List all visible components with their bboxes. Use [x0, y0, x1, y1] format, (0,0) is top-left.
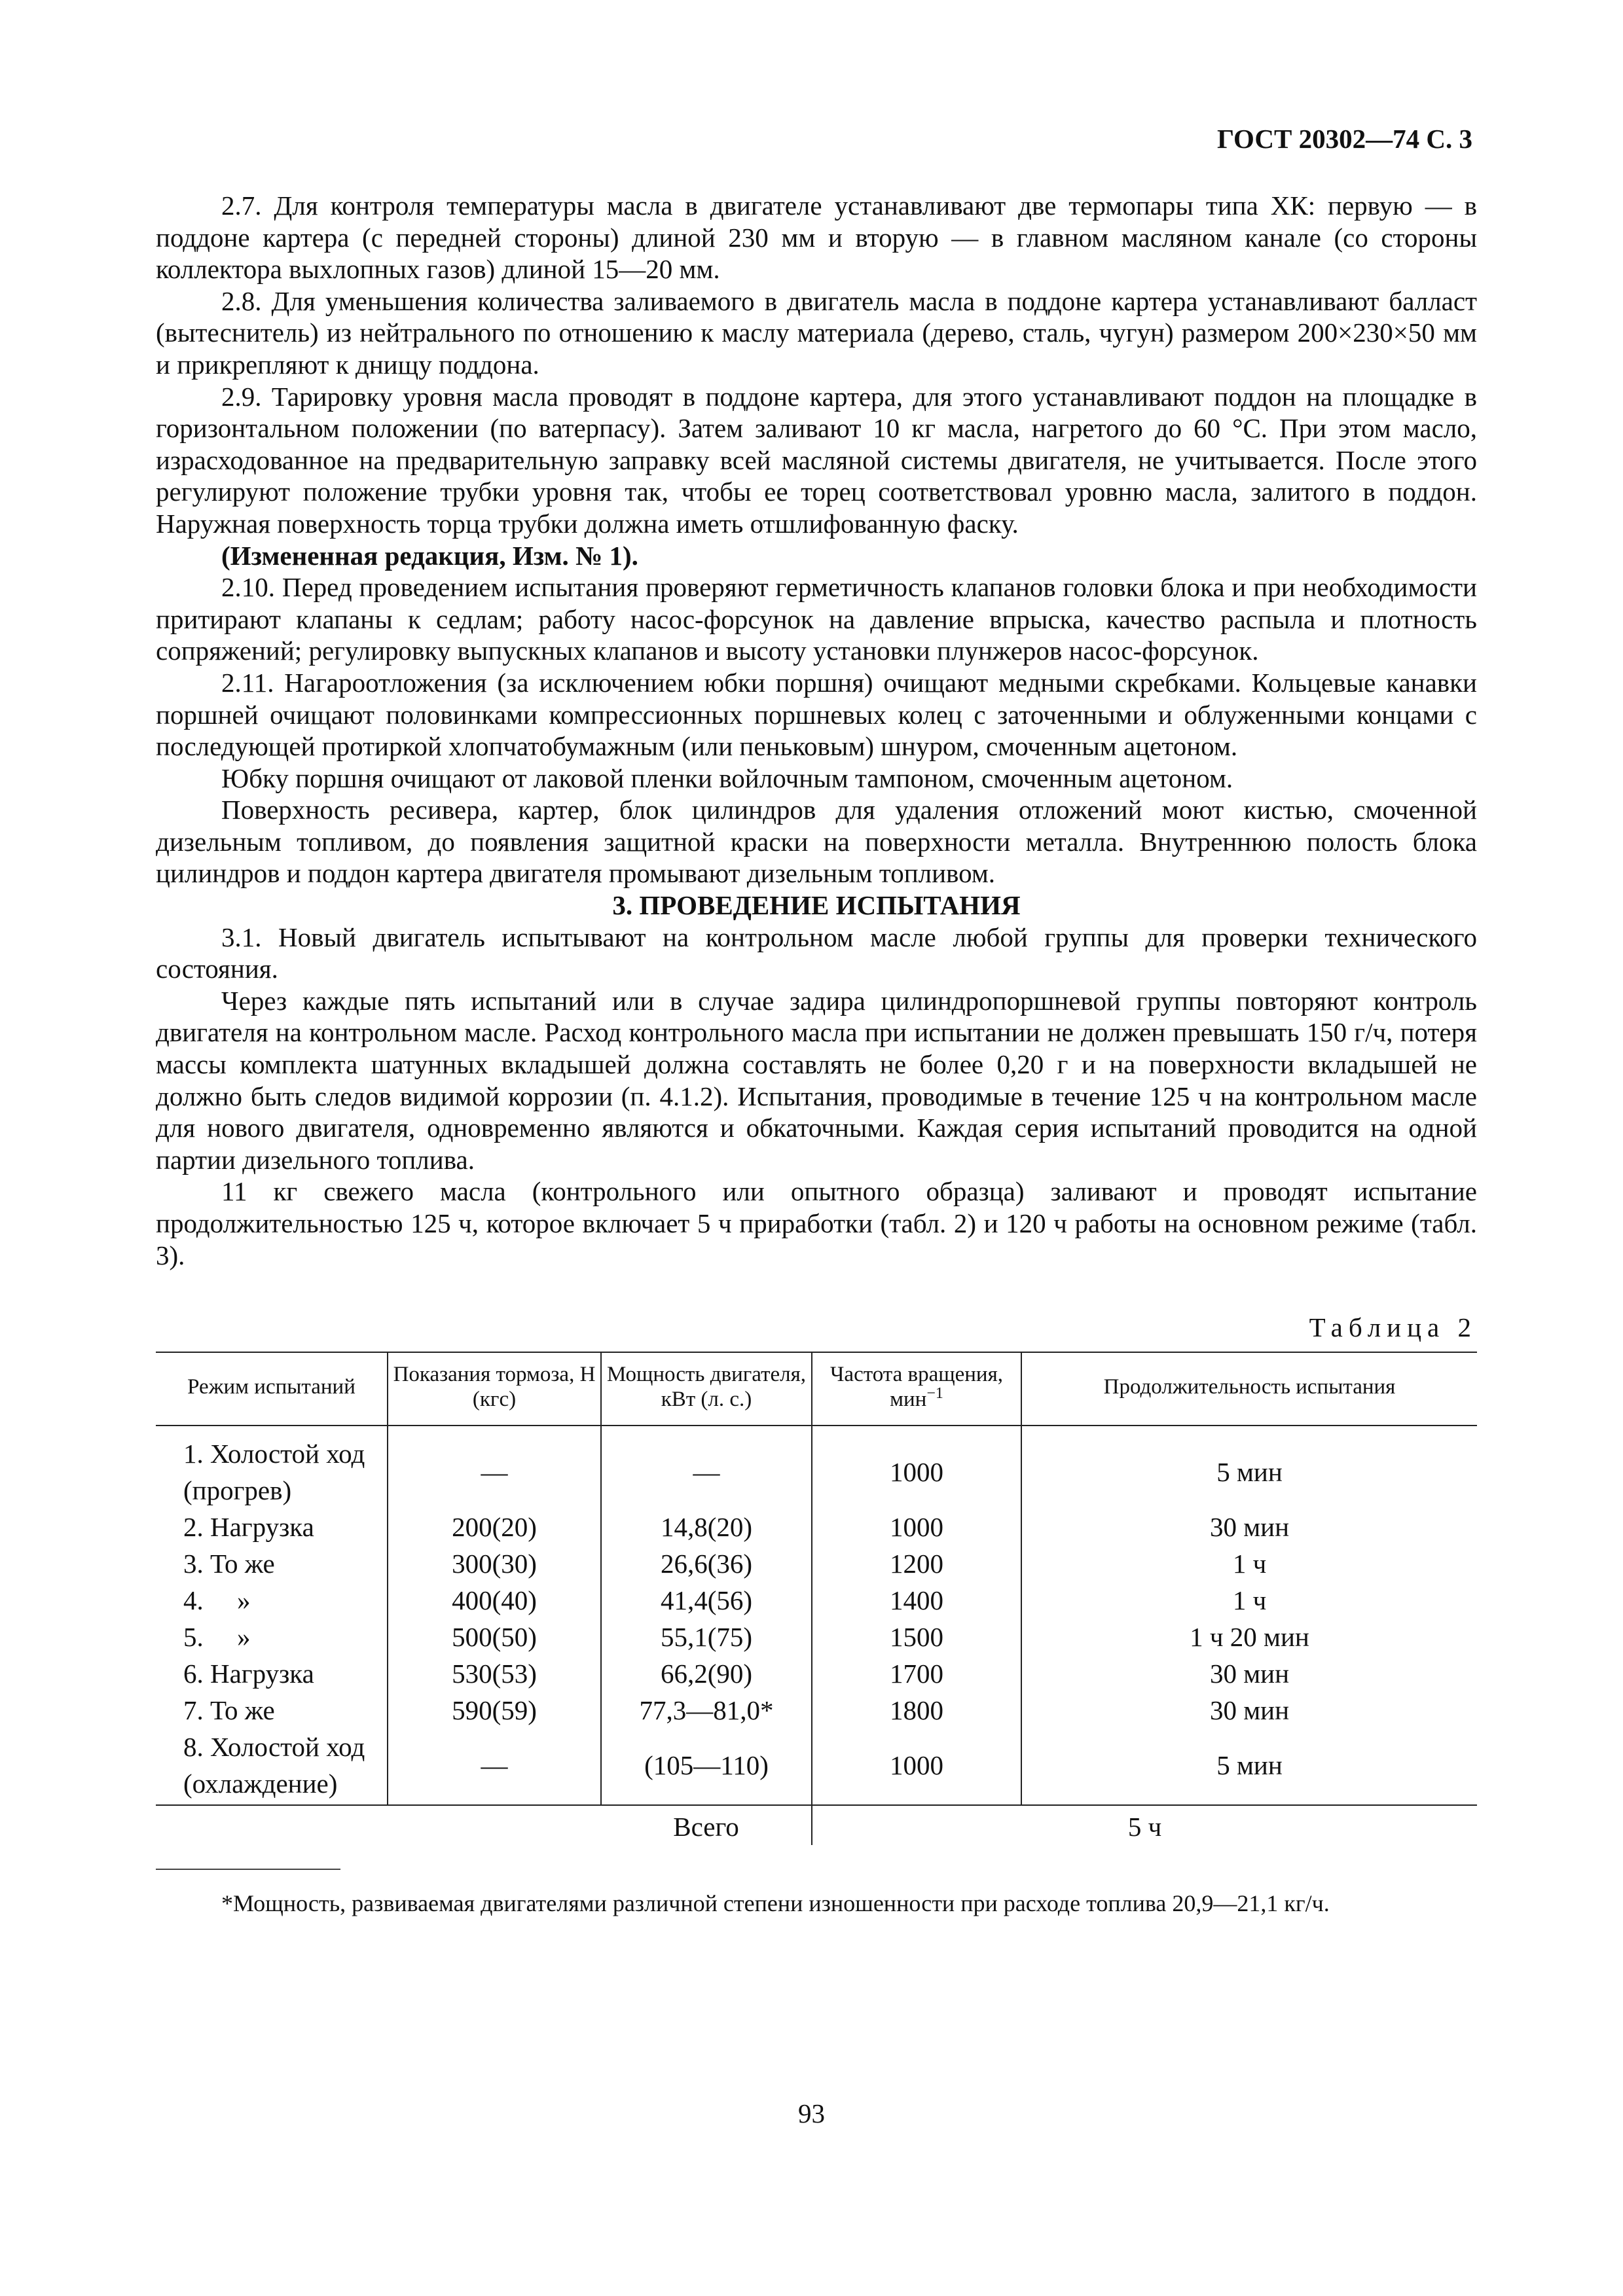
cell-brake: 300(30) — [388, 1545, 601, 1582]
header-duration: Продолжительность испытания — [1021, 1352, 1477, 1426]
paragraph-control-oil: Через каждые пять испытаний или в случае задира цилиндропоршневой группы повторяют контроль двигателя на контрольном масле. Расход контрольного масла при испытании не должен превышать 150 г/ч, потеря массы комплекта шатунных вкладышей должна составлять не более 0,20 г и на поверхности вкладышей не должно быть следов видимой коррозии (п. 4.1.2). Испытания, проводимые в течение 125 ч на контрольном масле для нового двигателя, одновременно являются и обкаточными. Каждая серия испытаний проводится на одной партии дизельного топлива. — [156, 985, 1477, 1175]
cell-duration: 30 мин — [1021, 1655, 1477, 1692]
cell-brake: 500(50) — [388, 1619, 601, 1655]
header-mode: Режим испытаний — [156, 1352, 388, 1426]
cell-power: 26,6(36) — [601, 1545, 812, 1582]
footnote-divider — [156, 1869, 340, 1870]
cell-mode: 5. » — [183, 1621, 251, 1652]
document-body — [156, 190, 1477, 1918]
table-row — [156, 1729, 1477, 1805]
cell-speed: 1400 — [812, 1582, 1021, 1619]
total-value: 5 ч — [812, 1805, 1477, 1845]
table-row — [156, 1619, 1477, 1655]
amendment-note: (Измененная редакция, Изм. № 1). — [221, 540, 638, 571]
cell-duration: 30 мин — [1021, 1509, 1477, 1545]
header-speed — [812, 1352, 1021, 1426]
cell-speed: 1800 — [812, 1692, 1021, 1729]
cell-power: 77,3—81,0* — [601, 1692, 812, 1729]
paragraph-2-8: 2.8. Для уменьшения количества заливаемого в двигатель масла в поддоне картера устанавливают балласт (вытеснитель) из нейтрального по отношению к маслу материала (дерево, сталь, чугун) размером 200×230×50 мм и прикрепляют к днищу поддона. — [156, 285, 1477, 380]
cell-mode: 2. Нагрузка — [183, 1511, 314, 1542]
header-power: Мощность двигателя, кВт (л. с.) — [601, 1352, 812, 1426]
cell-brake: 590(59) — [388, 1692, 601, 1729]
cell-duration: 1 ч — [1021, 1545, 1477, 1582]
paragraph-2-10: 2.10. Перед проведением испытания проверяют герметичность клапанов головки блока и при необходимости притирают клапаны к седлам; работу насос-форсунок на давление впрыска, качество распыла и плотность сопряжений; регулировку выпускных клапанов и высоту установки плунжеров насос-форсунок. — [156, 572, 1477, 666]
cell-speed: 1700 — [812, 1655, 1021, 1692]
cell-power: 55,1(75) — [601, 1619, 812, 1655]
table-row — [156, 1582, 1477, 1619]
cell-brake: 400(40) — [388, 1582, 601, 1619]
header-speed-label: Частота вращения, мин — [830, 1362, 1004, 1411]
total-empty-cell — [156, 1805, 388, 1845]
cell-duration: 1 ч 20 мин — [1021, 1619, 1477, 1655]
footnote: *Мощность, развиваемая двигателями различной степени изношенности при расходе топлива 20,9—21,1 кг/ч. — [221, 1890, 1330, 1916]
cell-mode: 8. Холостой ход (охлаждение) — [156, 1729, 388, 1805]
paragraph-2-9: 2.9. Тарировку уровня масла проводят в поддоне картера, для этого устанавливают поддон на площадке в горизонтальном положении (по ватерпасу). Затем заливают 10 кг масла, нагретого до 60 °С. При этом масло, израсходованное на предварительную заправку всей масляной системы двигателя, не учитывается. После этого регулируют положение трубки уровня так, чтобы ее торец соответствовал уровню масла, залитого в поддон. Наружная поверхность торца трубки должна иметь отшлифованную фаску. — [156, 381, 1477, 539]
header-brake: Показания тормоза, Н (кгс) — [388, 1352, 601, 1426]
table-row — [156, 1426, 1477, 1509]
total-empty-cell — [388, 1805, 601, 1845]
cell-brake: 200(20) — [388, 1509, 601, 1545]
cell-duration: 5 мин — [1021, 1729, 1477, 1805]
paragraph-fresh-oil: 11 кг свежего масла (контрольного или опытного образца) заливают и проводят испытание продолжительностью 125 ч, которое включает 5 ч приработки (табл. 2) и 120 ч работы на основном режиме (табл. 3). — [156, 1176, 1477, 1270]
cell-mode: 4. » — [183, 1585, 251, 1615]
paragraph-3-1: 3.1. Новый двигатель испытывают на контрольном масле любой группы для проверки технического состояния. — [156, 922, 1477, 984]
header-speed-exponent: −1 — [926, 1384, 943, 1402]
paragraph-2-11: 2.11. Нагароотложения (за исключением юбки поршня) очищают медными скребками. Кольцевые канавки поршней очищают половинками компрессионных поршневых колец с заточенными и облуженными концами с последующей протиркой хлопчатобумажным (или пеньковым) шнуром, смоченным ацетоном. — [156, 667, 1477, 762]
cell-power: 66,2(90) — [601, 1655, 812, 1692]
table-row — [156, 1545, 1477, 1582]
cell-speed: 1200 — [812, 1545, 1021, 1582]
test-modes-table — [156, 1352, 1477, 1845]
cell-power: — — [601, 1426, 812, 1509]
cell-duration: 1 ч — [1021, 1582, 1477, 1619]
document-header: ГОСТ 20302—74 С. 3 — [1216, 124, 1472, 154]
table-caption: Таблица 2 — [1309, 1312, 1477, 1343]
table-row — [156, 1509, 1477, 1545]
cell-brake: — — [388, 1729, 601, 1805]
cell-power: 14,8(20) — [601, 1509, 812, 1545]
cell-speed: 1000 — [812, 1509, 1021, 1545]
table-row — [156, 1692, 1477, 1729]
total-label: Всего — [673, 1811, 739, 1842]
cell-mode: 1. Холостой ход (прогрев) — [183, 1438, 365, 1505]
cell-brake: 530(53) — [388, 1655, 601, 1692]
cell-mode: 3. То же — [183, 1548, 275, 1579]
cell-brake: — — [388, 1426, 601, 1509]
cell-speed: 1000 — [812, 1729, 1021, 1805]
table-row — [156, 1655, 1477, 1692]
section-title: 3. ПРОВЕДЕНИЕ ИСПЫТАНИЯ — [612, 890, 1021, 921]
page-number: 93 — [798, 2098, 825, 2128]
paragraph-surfaces: Поверхность ресивера, картер, блок цилиндров для удаления отложений моют кистью, смоченной дизельным топливом, до появления защитной краски на поверхности металла. Внутреннюю полость блока цилиндров и поддон картера двигателя промывают дизельным топливом. — [156, 795, 1477, 889]
cell-mode: 6. Нагрузка — [183, 1658, 314, 1689]
paragraph-piston-skirt: Юбку поршня очищают от лаковой пленки войлочным тампоном, смоченным ацетоном. — [221, 762, 1233, 793]
cell-power: (105—110) — [601, 1729, 812, 1805]
table-header-row — [156, 1352, 1477, 1426]
paragraph-2-7: 2.7. Для контроля температуры масла в двигателе устанавливают две термопары типа ХК: первую — в поддоне картера (с передней стороны) длиной 230 мм и вторую — в главном масляном канале (со стороны коллектора выхлопных газов) длиной 15—20 мм. — [156, 190, 1477, 285]
cell-speed: 1000 — [812, 1426, 1021, 1509]
cell-mode: 7. То же — [183, 1695, 275, 1725]
cell-duration: 30 мин — [1021, 1692, 1477, 1729]
cell-speed: 1500 — [812, 1619, 1021, 1655]
table-total-row — [156, 1805, 1477, 1845]
cell-duration: 5 мин — [1021, 1426, 1477, 1509]
cell-power: 41,4(56) — [601, 1582, 812, 1619]
